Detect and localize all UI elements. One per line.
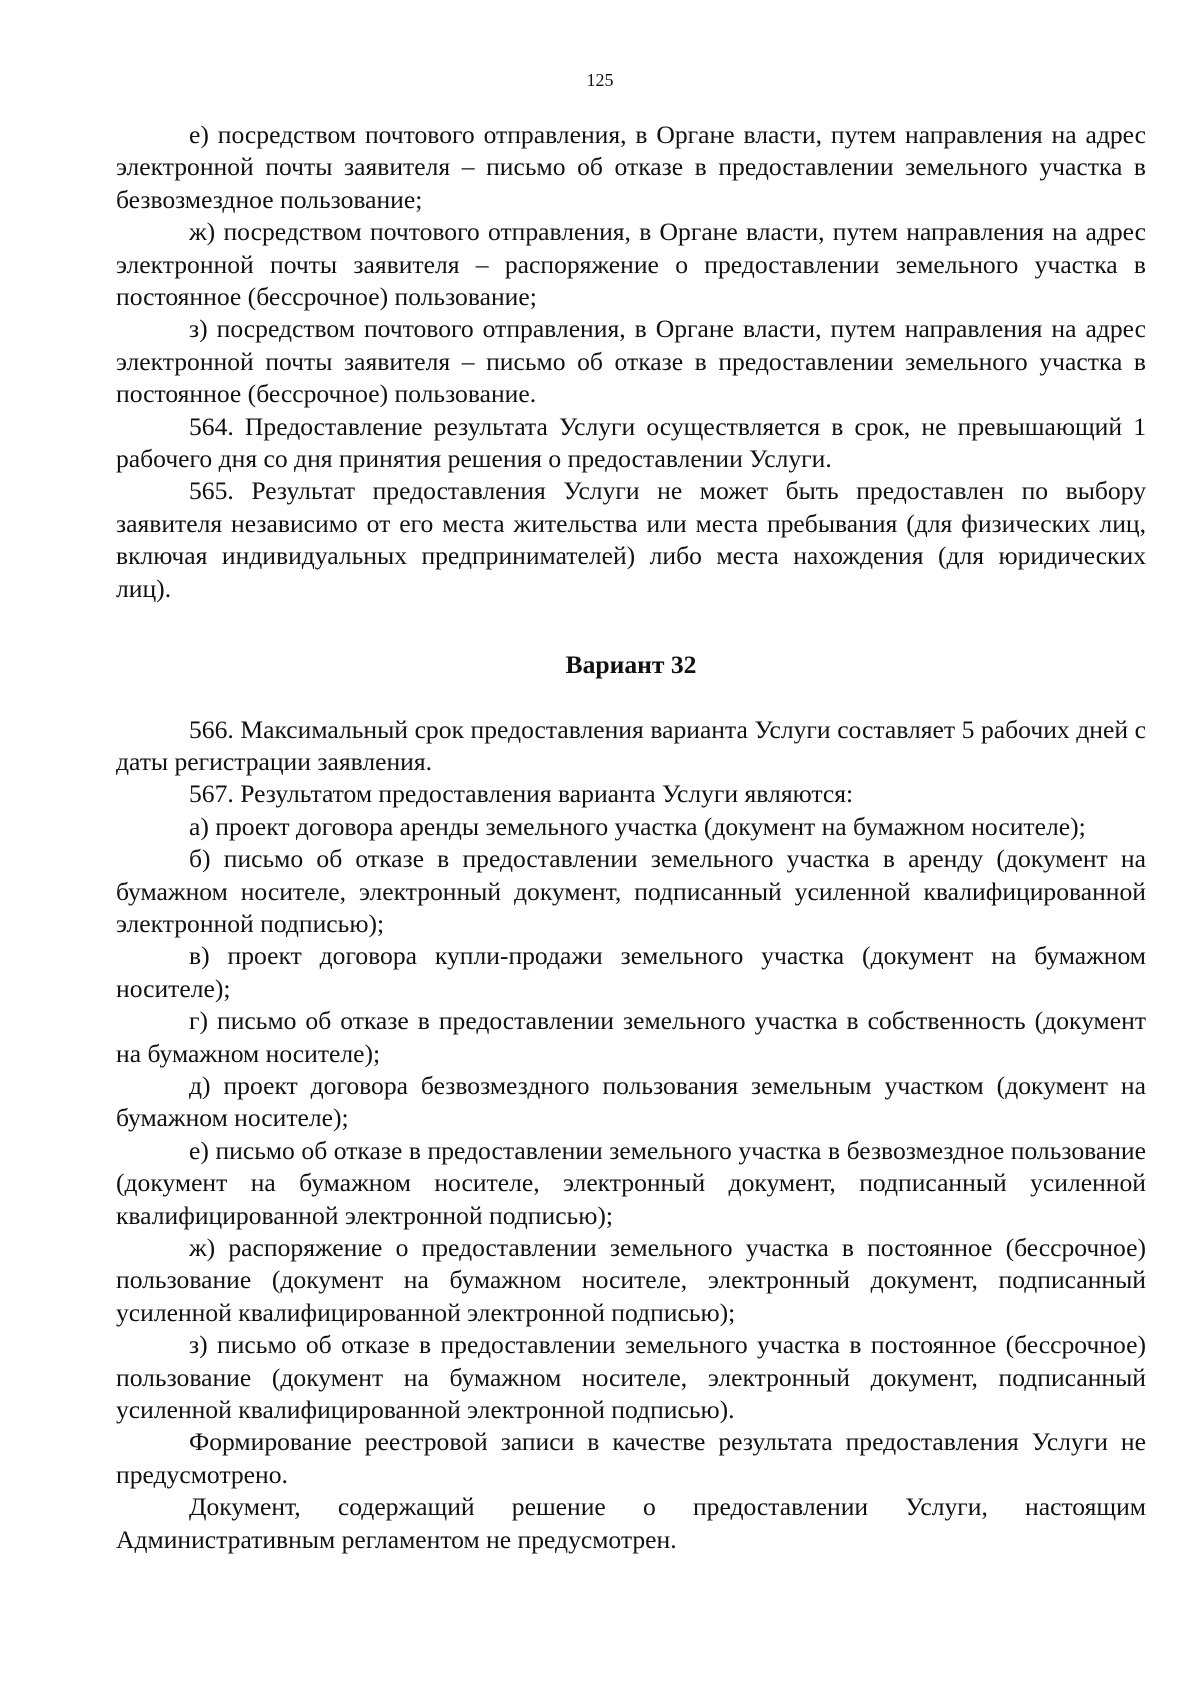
page-number: 125: [586, 70, 614, 90]
document-body: [116, 119, 1146, 1556]
paragraph-registry-record: Формирование реестровой записи в качестве результата предоставления Услуги не предусмотрено.: [116, 1427, 1146, 1489]
list-item-zh: ж) распоряжение о предоставлении земельного участка в постоянное (бессрочное) пользование (документ на бумажном носителе, электронный документ, подписанный усиленной квалифицированной электронной подписью);: [116, 1233, 1146, 1327]
paragraph-567: 567. Результатом предоставления варианта Услуги являются:: [189, 779, 854, 809]
paragraph-566: 566. Максимальный срок предоставления варианта Услуги составляет 5 рабочих дней с даты регистрации заявления.: [116, 714, 1146, 776]
paragraph-564: 564. Предоставление результата Услуги осуществляется в срок, не превышающий 1 рабочего дня со дня принятия решения о предоставлении Услуги.: [116, 411, 1146, 474]
paragraph-565: 565. Результат предоставления Услуги не может быть предоставлен по выбору заявителя независимо от его места жительства или места пребывания (для физических лиц, включая индивидуальных предпринимателей) либо места нахождения (для юридических лиц).: [116, 476, 1146, 603]
list-item-b: б) письмо об отказе в предоставлении земельного участка в аренду (документ на бумажном носителе, электронный документ, подписанный усиленной квалифицированной электронной подписью);: [116, 844, 1146, 938]
list-item-g: г) письмо об отказе в предоставлении земельного участка в собственность (документ на бумажном носителе);: [116, 1006, 1146, 1068]
paragraph-e-postal: е) посредством почтового отправления, в Органе власти, путем направления на адрес электронной почты заявителя – письмо об отказе в предоставлении земельного участка в безвозмездное пользование;: [116, 120, 1146, 214]
paragraph-decision-document: Документ, содержащий решение о предоставлении Услуги, настоящим Административным регламентом не предусмотрен.: [116, 1492, 1146, 1554]
list-item-a: а) проект договора аренды земельного участка (документ на бумажном носителе);: [189, 811, 1086, 841]
list-item-z: з) письмо об отказе в предоставлении земельного участка в постоянное (бессрочное) пользование (документ на бумажном носителе, электронный документ, подписанный усиленной квалифицированной электронной подписью).: [116, 1330, 1146, 1425]
list-item-e: е) письмо об отказе в предоставлении земельного участка в безвозмездное пользование (документ на бумажном носителе, электронный документ, подписанный усиленной квалифицированной электронной подписью);: [116, 1135, 1146, 1230]
list-item-v: в) проект договора купли-продажи земельного участка (документ на бумажном носителе);: [116, 941, 1146, 1003]
list-item-d: д) проект договора безвозмездного пользования земельным участком (документ на бумажном носителе);: [116, 1070, 1146, 1133]
paragraph-zh-postal: ж) посредством почтового отправления, в Органе власти, путем направления на адрес электронной почты заявителя – распоряжение о предоставлении земельного участка в постоянное (бессрочное) пользование;: [116, 217, 1146, 312]
section-heading-variant-32: Вариант 32: [565, 650, 697, 680]
paragraph-z-postal: з) посредством почтового отправления, в Органе власти, путем направления на адрес электронной почты заявителя – письмо об отказе в предоставлении земельного участка в постоянное (бессрочное) пользование.: [116, 314, 1146, 409]
